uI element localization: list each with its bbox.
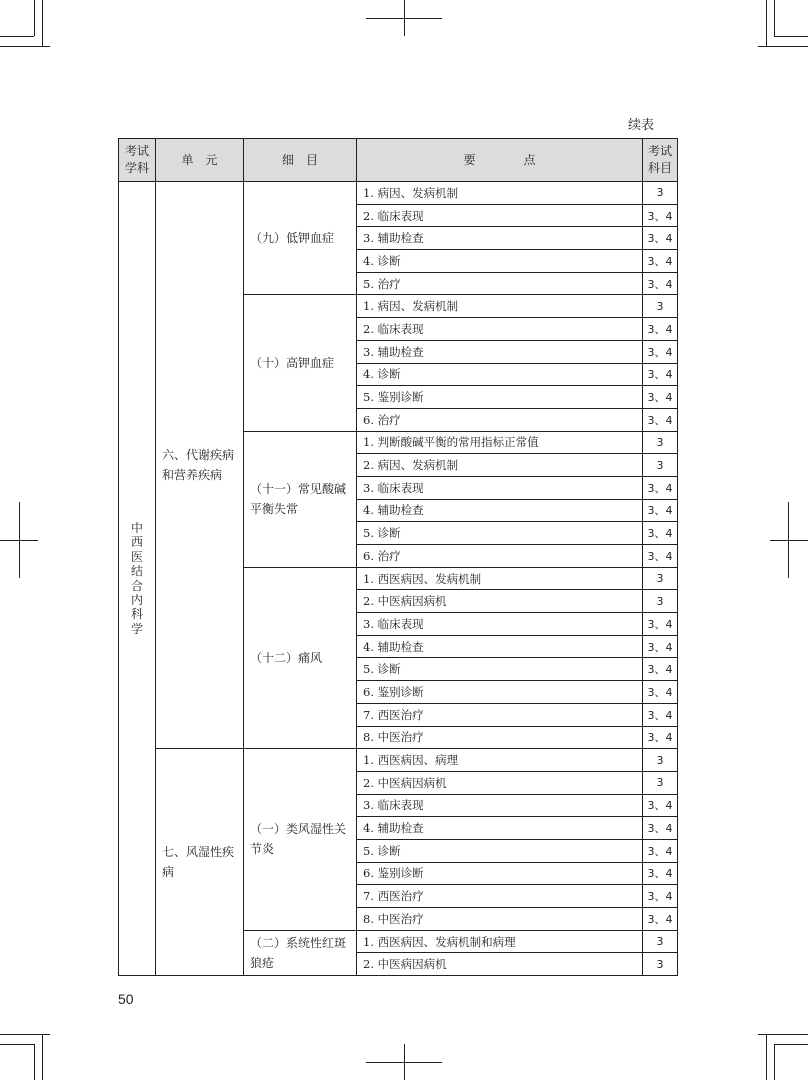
exam-syllabus-table xyxy=(118,138,678,976)
level-cell: 3、4 xyxy=(643,703,678,726)
point-cell: 5. 诊断 xyxy=(357,839,643,862)
level-cell: 3 xyxy=(643,295,678,318)
level-cell: 3、4 xyxy=(643,476,678,499)
level-cell: 3、4 xyxy=(643,227,678,250)
point-cell: 1. 病因、发病机制 xyxy=(357,295,643,318)
point-cell: 2. 中医病因病机 xyxy=(357,590,643,613)
unit-cell: 六、代谢疾病和营养疾病 xyxy=(156,182,244,749)
level-cell: 3、4 xyxy=(643,408,678,431)
point-cell: 2. 临床表现 xyxy=(357,204,643,227)
level-cell: 3、4 xyxy=(643,885,678,908)
point-cell: 4. 辅助检查 xyxy=(357,499,643,522)
subject-label: 中西医结合内科学 xyxy=(130,520,143,636)
level-cell: 3、4 xyxy=(643,817,678,840)
level-cell: 3 xyxy=(643,771,678,794)
point-cell: 2. 中医病因病机 xyxy=(357,953,643,976)
header-level: 考试科目 xyxy=(643,139,678,182)
level-cell: 3 xyxy=(643,182,678,205)
point-cell: 1. 判断酸碱平衡的常用指标正常值 xyxy=(357,431,643,454)
point-cell: 7. 西医治疗 xyxy=(357,885,643,908)
header-subject: 考试学科 xyxy=(119,139,156,182)
item-cell: （十一）常见酸碱平衡失常 xyxy=(244,431,357,567)
level-cell: 3、4 xyxy=(643,839,678,862)
point-cell: 7. 西医治疗 xyxy=(357,703,643,726)
point-cell: 6. 治疗 xyxy=(357,408,643,431)
level-cell: 3、4 xyxy=(643,862,678,885)
level-cell: 3、4 xyxy=(643,250,678,273)
header-item: 细 目 xyxy=(244,139,357,182)
level-cell: 3、4 xyxy=(643,908,678,931)
level-cell: 3 xyxy=(643,953,678,976)
level-cell: 3 xyxy=(643,454,678,477)
page-number: 50 xyxy=(118,991,134,1007)
subject-cell xyxy=(119,182,156,976)
point-cell: 5. 诊断 xyxy=(357,658,643,681)
point-cell: 3. 辅助检查 xyxy=(357,340,643,363)
table-header-row xyxy=(119,139,678,182)
level-cell: 3、4 xyxy=(643,363,678,386)
point-cell: 4. 辅助检查 xyxy=(357,635,643,658)
point-cell: 2. 中医病因病机 xyxy=(357,771,643,794)
level-cell: 3、4 xyxy=(643,499,678,522)
level-cell: 3、4 xyxy=(643,658,678,681)
level-cell: 3、4 xyxy=(643,386,678,409)
level-cell: 3 xyxy=(643,749,678,772)
item-cell: （一）类风湿性关节炎 xyxy=(244,749,357,931)
level-cell: 3、4 xyxy=(643,522,678,545)
header-point: 要 点 xyxy=(357,139,643,182)
point-cell: 2. 病因、发病机制 xyxy=(357,454,643,477)
point-cell: 1. 病因、发病机制 xyxy=(357,182,643,205)
point-cell: 1. 西医病因、发病机制和病理 xyxy=(357,930,643,953)
level-cell: 3、4 xyxy=(643,613,678,636)
point-cell: 5. 诊断 xyxy=(357,522,643,545)
item-cell: （二）系统性红斑狼疮 xyxy=(244,930,357,975)
point-cell: 2. 临床表现 xyxy=(357,318,643,341)
point-cell: 4. 辅助检查 xyxy=(357,817,643,840)
table-row xyxy=(119,749,678,772)
header-unit: 单 元 xyxy=(156,139,244,182)
level-cell: 3 xyxy=(643,567,678,590)
point-cell: 5. 鉴别诊断 xyxy=(357,386,643,409)
level-cell: 3、4 xyxy=(643,681,678,704)
level-cell: 3、4 xyxy=(643,204,678,227)
point-cell: 8. 中医治疗 xyxy=(357,726,643,749)
point-cell: 4. 诊断 xyxy=(357,250,643,273)
point-cell: 1. 西医病因、病理 xyxy=(357,749,643,772)
point-cell: 3. 临床表现 xyxy=(357,613,643,636)
item-cell: （九）低钾血症 xyxy=(244,182,357,295)
level-cell: 3、4 xyxy=(643,794,678,817)
table-row xyxy=(119,182,678,205)
point-cell: 4. 诊断 xyxy=(357,363,643,386)
point-cell: 3. 辅助检查 xyxy=(357,227,643,250)
point-cell: 6. 鉴别诊断 xyxy=(357,681,643,704)
point-cell: 3. 临床表现 xyxy=(357,476,643,499)
continued-table-label: 续表 xyxy=(628,118,655,133)
level-cell: 3 xyxy=(643,431,678,454)
level-cell: 3、4 xyxy=(643,340,678,363)
table-body xyxy=(119,182,678,976)
unit-cell: 七、风湿性疾病 xyxy=(156,749,244,976)
level-cell: 3、4 xyxy=(643,318,678,341)
point-cell: 8. 中医治疗 xyxy=(357,908,643,931)
point-cell: 6. 鉴别诊断 xyxy=(357,862,643,885)
point-cell: 3. 临床表现 xyxy=(357,794,643,817)
level-cell: 3、4 xyxy=(643,635,678,658)
level-cell: 3 xyxy=(643,930,678,953)
item-cell: （十二）痛风 xyxy=(244,567,357,749)
level-cell: 3、4 xyxy=(643,726,678,749)
level-cell: 3 xyxy=(643,590,678,613)
level-cell: 3、4 xyxy=(643,272,678,295)
level-cell: 3、4 xyxy=(643,545,678,568)
item-cell: （十）高钾血症 xyxy=(244,295,357,431)
point-cell: 5. 治疗 xyxy=(357,272,643,295)
point-cell: 6. 治疗 xyxy=(357,545,643,568)
point-cell: 1. 西医病因、发病机制 xyxy=(357,567,643,590)
